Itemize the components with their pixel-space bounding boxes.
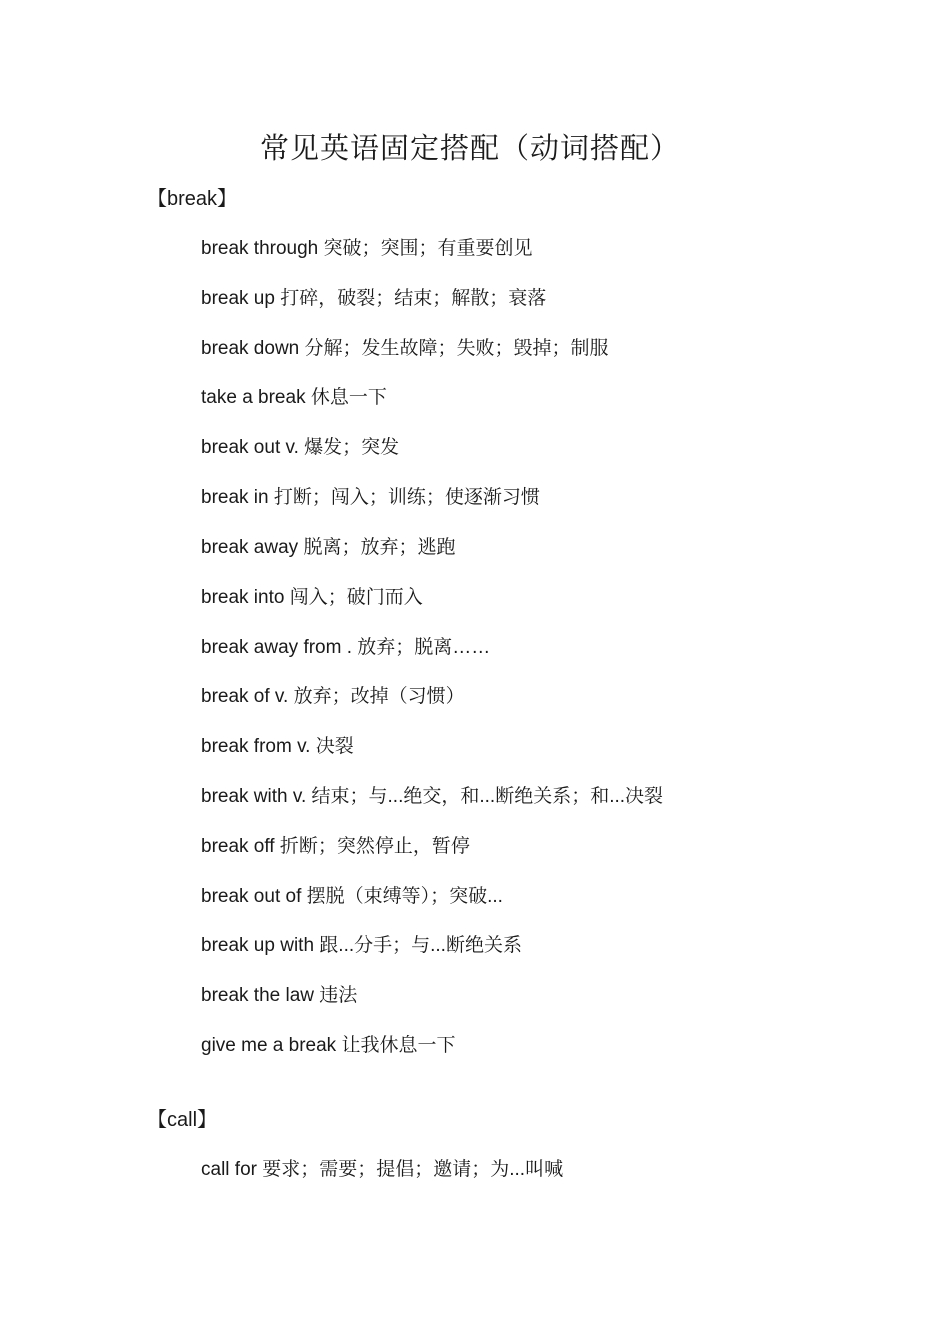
section-heading-break: 【break】: [147, 188, 238, 210]
list-item: take a break 休息一下: [201, 387, 387, 408]
section-heading-call: 【call】: [147, 1109, 218, 1131]
list-item: break the law 违法: [201, 985, 358, 1006]
list-item: break out v. 爆发；突发: [201, 437, 400, 458]
document-title: 常见英语固定搭配（动词搭配）: [259, 131, 680, 165]
list-item: break from v. 决裂: [201, 736, 354, 757]
list-item: give me a break 让我休息一下: [201, 1035, 456, 1056]
list-item: break away 脱离；放弃；逃跑: [201, 537, 456, 558]
list-item: break up with 跟...分手；与...断绝关系: [201, 935, 522, 956]
list-item: break up 打碎，破裂；结束；解散；衰落: [201, 288, 547, 309]
list-item: break out of 摆脱（束缚等）；突破...: [201, 886, 503, 907]
list-item: call for 要求；需要；提倡；邀请；为...叫喊: [201, 1159, 564, 1180]
list-item: break away from . 放弃；脱离……: [201, 637, 491, 658]
list-item: break in 打断；闯入；训练；使逐渐习惯: [201, 487, 540, 508]
list-item: break through 突破；突围；有重要创见: [201, 238, 533, 259]
list-item: break of v. 放弃；改掉（习惯）: [201, 686, 465, 707]
list-item: break into 闯入；破门而入: [201, 587, 423, 608]
list-item: break with v. 结束；与...绝交，和...断绝关系；和...决裂: [201, 786, 664, 807]
list-item: break down 分解；发生故障；失败；毁掉；制服: [201, 338, 609, 359]
list-item: break off 折断；突然停止，暂停: [201, 836, 470, 857]
